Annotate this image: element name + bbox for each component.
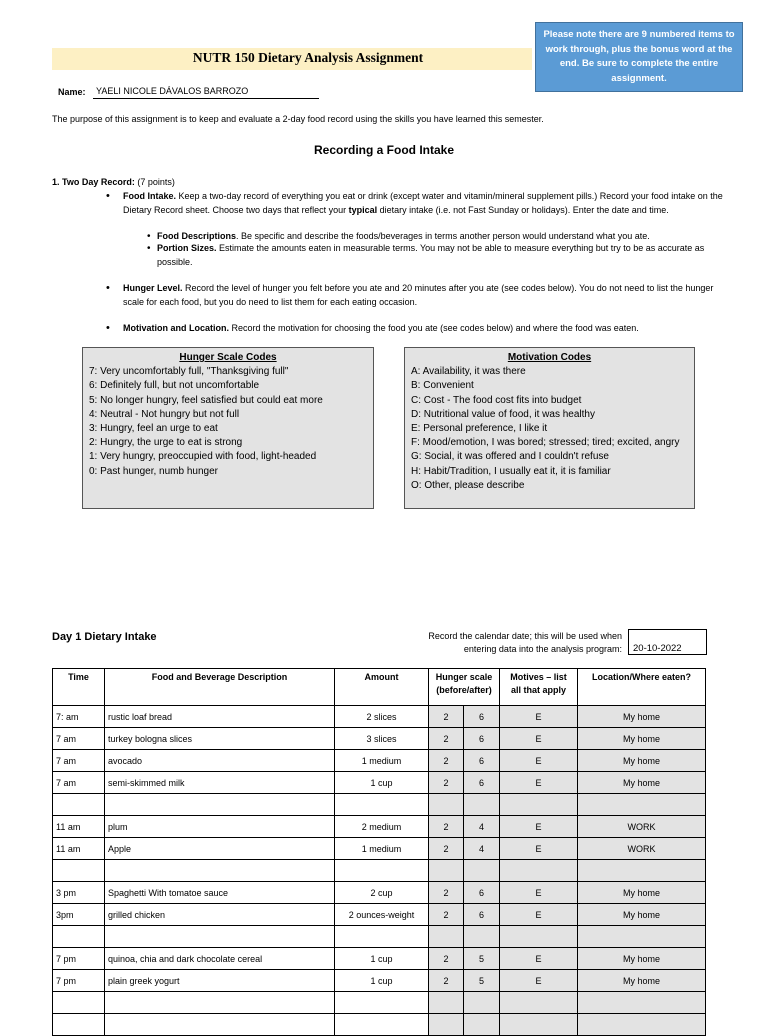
motivation-code-d: D: Nutritional value of food, it was healthy (411, 408, 595, 420)
hunger-code-5: 5: No longer hungry, feel satisfied but could eat more (89, 394, 323, 406)
cell-hunger-after[interactable]: 6 (464, 728, 500, 750)
cell-hunger-after[interactable]: 5 (464, 970, 500, 992)
cell-motives[interactable]: E (500, 750, 578, 772)
cell-amount[interactable]: 1 cup (335, 772, 429, 794)
motivation-text: Record the motivation for choosing the food you ate (see codes below) and where the food was eaten. (229, 323, 639, 333)
cell-motives[interactable]: E (500, 816, 578, 838)
cell-food[interactable]: turkey bologna slices (105, 728, 335, 750)
motivation-code-o: O: Other, please describe (411, 479, 525, 491)
date-field[interactable]: 20-10-2022 (628, 629, 707, 655)
col-hunger-header (429, 669, 500, 706)
cell-hunger-after[interactable]: 6 (464, 750, 500, 772)
col-motives-header (500, 669, 578, 706)
hunger-code-1: 1: Very hungry, preoccupied with food, light-headed (89, 451, 317, 463)
hunger-scale-codes-box (82, 347, 374, 509)
cell-location[interactable]: My home (578, 772, 706, 794)
cell-location[interactable]: My home (578, 728, 706, 750)
cell-motives[interactable]: E (500, 948, 578, 970)
bullet-portion-sizes (157, 242, 717, 269)
cell-amount[interactable]: 3 slices (335, 728, 429, 750)
cell-hunger-before[interactable]: 2 (429, 904, 464, 926)
table-row (53, 882, 706, 904)
motivation-label: Motivation and Location. (123, 323, 229, 333)
cell-motives[interactable] (500, 794, 578, 816)
hunger-header-line2: (before/after) (436, 685, 492, 695)
bullet-motivation-location (123, 322, 733, 336)
cell-amount[interactable]: 2 ounces-weight (335, 904, 429, 926)
date-note-line-1: Record the calendar date; this will be used when (428, 631, 622, 641)
table-row (53, 838, 706, 860)
col-location-header: Location/Where eaten? (578, 669, 706, 706)
table-row (53, 904, 706, 926)
cell-amount[interactable] (335, 926, 429, 948)
food-desc-text: . Be specific and describe the foods/beverages in terms another person would understand what you ate. (236, 231, 650, 241)
col-time-header: Time (53, 669, 105, 706)
cell-motives[interactable] (500, 926, 578, 948)
cell-motives[interactable] (500, 992, 578, 1014)
col-food-header: Food and Beverage Description (105, 669, 335, 706)
cell-amount[interactable] (335, 1014, 429, 1036)
portion-label: Portion Sizes. (157, 243, 217, 253)
motivation-code-c: C: Cost - The food cost fits into budget (411, 394, 582, 406)
food-desc-label: Food Descriptions (157, 231, 237, 241)
motivation-code-a: A: Availability, it was there (411, 366, 526, 378)
cell-time[interactable]: 7 am (53, 772, 105, 794)
table-row (53, 750, 706, 772)
cell-time[interactable]: 3pm (53, 904, 105, 926)
cell-time[interactable]: 7: am (53, 706, 105, 728)
cell-location[interactable] (578, 794, 706, 816)
cell-time[interactable]: 7 am (53, 750, 105, 772)
cell-time[interactable]: 11 am (53, 816, 105, 838)
cell-hunger-after[interactable]: 6 (464, 772, 500, 794)
cell-hunger-before[interactable]: 2 (429, 750, 464, 772)
cell-hunger-before[interactable] (429, 1014, 464, 1036)
motivation-code-b: B: Convenient (411, 380, 474, 392)
cell-motives[interactable] (500, 860, 578, 882)
table-row (53, 816, 706, 838)
hunger-text: Record the level of hunger you felt before you ate and 20 minutes after you ate (see codes below). You do not need to list the hunger scale for each food, but you do need to list them for each eating occasion. (123, 283, 714, 307)
cell-motives[interactable]: E (500, 882, 578, 904)
cell-hunger-before[interactable]: 2 (429, 882, 464, 904)
cell-hunger-before[interactable] (429, 992, 464, 1014)
cell-hunger-before[interactable]: 2 (429, 816, 464, 838)
purpose-text: The purpose of this assignment is to keep and evaluate a 2-day food record using the skills you have learned this semester. (52, 114, 544, 124)
cell-food[interactable]: Apple (105, 838, 335, 860)
table-row (53, 706, 706, 728)
item1-points: (7 points) (134, 177, 175, 187)
cell-food[interactable] (105, 794, 335, 816)
motivation-code-g: G: Social, it was offered and I couldn't refuse (411, 451, 609, 463)
cell-location[interactable] (578, 1014, 706, 1036)
hunger-code-7: 7: Very uncomfortably full, "Thanksgiving full" (89, 366, 289, 378)
food-intake-text-b: dietary intake (i.e. not Fast Sunday or holidays). Enter the date and time. (377, 204, 669, 215)
cell-hunger-before[interactable] (429, 860, 464, 882)
cell-motives[interactable]: E (500, 904, 578, 926)
motivation-codes-box (404, 347, 695, 509)
cell-amount[interactable] (335, 992, 429, 1014)
hunger-label: Hunger Level. (123, 283, 183, 293)
cell-hunger-after[interactable]: 5 (464, 948, 500, 970)
cell-location[interactable]: WORK (578, 816, 706, 838)
cell-amount[interactable]: 2 medium (335, 816, 429, 838)
table-header-row (53, 669, 706, 706)
motives-header-line1: Motives – list (510, 672, 567, 682)
motivation-code-h: H: Habit/Tradition, I usually eat it, it is familiar (411, 465, 611, 477)
cell-food[interactable] (105, 926, 335, 948)
cell-hunger-after[interactable] (464, 1014, 500, 1036)
typical-word: typical (348, 204, 378, 215)
cell-time[interactable]: 7 pm (53, 970, 105, 992)
col-amount-header: Amount (335, 669, 429, 706)
cell-location[interactable]: My home (578, 948, 706, 970)
food-intake-text-a: Keep a two-day record of everything you eat or drink (except water and vitamin/mineral supplement pills.) Record your food intake on the Dietary Record sheet. Choose two days that reflect your (123, 191, 723, 215)
cell-motives[interactable]: E (500, 706, 578, 728)
cell-amount[interactable] (335, 794, 429, 816)
cell-time[interactable]: 7 pm (53, 948, 105, 970)
portion-text: Estimate the amounts eaten in measurable terms. You may not be able to measure everything but try to be as accurate as possible. (157, 243, 705, 267)
table-row (53, 794, 706, 816)
table-row (53, 728, 706, 750)
cell-food[interactable] (105, 860, 335, 882)
day1-title: Day 1 Dietary Intake (52, 631, 157, 643)
table-row (53, 772, 706, 794)
cell-hunger-before[interactable]: 2 (429, 706, 464, 728)
cell-amount[interactable]: 1 cup (335, 970, 429, 992)
cell-location[interactable]: My home (578, 904, 706, 926)
motivation-codes-title: Motivation Codes (507, 352, 592, 363)
cell-hunger-after[interactable]: 4 (464, 838, 500, 860)
cell-motives[interactable]: E (500, 772, 578, 794)
cell-hunger-before[interactable]: 2 (429, 728, 464, 750)
cell-amount[interactable]: 1 medium (335, 838, 429, 860)
cell-food[interactable] (105, 992, 335, 1014)
cell-hunger-after[interactable]: 4 (464, 816, 500, 838)
cell-food[interactable]: quinoa, chia and dark chocolate cereal (105, 948, 335, 970)
hunger-code-3: 3: Hungry, feel an urge to eat (89, 423, 218, 435)
cell-amount[interactable] (335, 860, 429, 882)
hunger-code-2: 2: Hungry, the urge to eat is strong (89, 437, 243, 449)
hunger-header-line1: Hunger scale (435, 672, 493, 682)
cell-motives[interactable]: E (500, 970, 578, 992)
instruction-note: Please note there are 9 numbered items to work through, plus the bonus word at the end. Be sure to complete the entire assignment. (535, 22, 743, 92)
cell-motives[interactable]: E (500, 838, 578, 860)
cell-hunger-after[interactable] (464, 926, 500, 948)
cell-hunger-after[interactable]: 6 (464, 882, 500, 904)
cell-amount[interactable]: 1 cup (335, 948, 429, 970)
cell-amount[interactable]: 1 medium (335, 750, 429, 772)
cell-time[interactable] (53, 926, 105, 948)
cell-time[interactable] (53, 860, 105, 882)
cell-food[interactable]: rustic loaf bread (105, 706, 335, 728)
cell-hunger-after[interactable] (464, 794, 500, 816)
cell-hunger-after[interactable] (464, 860, 500, 882)
cell-food[interactable]: plum (105, 816, 335, 838)
day1-intake-table (52, 668, 706, 1036)
cell-food[interactable]: semi-skimmed milk (105, 772, 335, 794)
motivation-code-e: E: Personal preference, I like it (411, 423, 548, 435)
table-row (53, 1014, 706, 1036)
motivation-code-f: F: Mood/emotion, I was bored; stressed; tired; excited, angry (411, 437, 680, 449)
bullet-food-intake (123, 190, 723, 217)
cell-time[interactable]: 7 am (53, 728, 105, 750)
cell-hunger-after[interactable] (464, 992, 500, 1014)
hunger-code-6: 6: Definitely full, but not uncomfortable (89, 380, 260, 392)
hunger-code-0: 0: Past hunger, numb hunger (89, 465, 218, 477)
cell-food[interactable]: grilled chicken (105, 904, 335, 926)
cell-time[interactable]: 11 am (53, 838, 105, 860)
cell-location[interactable] (578, 992, 706, 1014)
food-intake-label: Food Intake. (123, 191, 177, 201)
date-note-line-2: entering data into the analysis program: (463, 644, 622, 654)
cell-hunger-before[interactable]: 2 (429, 772, 464, 794)
cell-location[interactable]: My home (578, 970, 706, 992)
cell-food[interactable]: plain greek yogurt (105, 970, 335, 992)
bullet-hunger-level (123, 282, 723, 309)
table-row (53, 970, 706, 992)
cell-hunger-before[interactable]: 2 (429, 838, 464, 860)
table-row (53, 948, 706, 970)
table-row (53, 860, 706, 882)
hunger-codes-title: Hunger Scale Codes (179, 352, 277, 363)
table-row (53, 992, 706, 1014)
name-label: Name: (58, 87, 86, 97)
section-title: Recording a Food Intake (313, 143, 454, 157)
cell-time[interactable]: 3 pm (53, 882, 105, 904)
date-instructions (380, 630, 622, 656)
cell-food[interactable]: Spaghetti With tomatoe sauce (105, 882, 335, 904)
cell-amount[interactable]: 2 cup (335, 882, 429, 904)
cell-hunger-before[interactable]: 2 (429, 970, 464, 992)
cell-time[interactable] (53, 794, 105, 816)
cell-hunger-before[interactable]: 2 (429, 948, 464, 970)
table-body (53, 706, 706, 1036)
cell-hunger-before[interactable] (429, 926, 464, 948)
cell-time[interactable] (53, 992, 105, 1014)
cell-location[interactable]: My home (578, 750, 706, 772)
assignment-title: NUTR 150 Dietary Analysis Assignment (192, 50, 424, 65)
item1-heading (52, 177, 175, 187)
cell-location[interactable]: WORK (578, 838, 706, 860)
cell-amount[interactable]: 2 slices (335, 706, 429, 728)
cell-hunger-after[interactable]: 6 (464, 904, 500, 926)
cell-time[interactable] (53, 1014, 105, 1036)
cell-food[interactable]: avocado (105, 750, 335, 772)
cell-motives[interactable] (500, 1014, 578, 1036)
cell-hunger-after[interactable]: 6 (464, 706, 500, 728)
cell-location[interactable] (578, 860, 706, 882)
cell-location[interactable]: My home (578, 706, 706, 728)
name-field[interactable]: YAELI NICOLE DÁVALOS BARROZO (93, 86, 319, 99)
table-row (53, 926, 706, 948)
motives-header-line2: all that apply (510, 685, 566, 695)
item1-label: 1. Two Day Record: (52, 177, 135, 187)
cell-hunger-before[interactable] (429, 794, 464, 816)
hunger-code-4: 4: Neutral - Not hungry but not full (89, 408, 240, 420)
cell-motives[interactable]: E (500, 728, 578, 750)
cell-food[interactable] (105, 1014, 335, 1036)
cell-location[interactable]: My home (578, 882, 706, 904)
cell-location[interactable] (578, 926, 706, 948)
